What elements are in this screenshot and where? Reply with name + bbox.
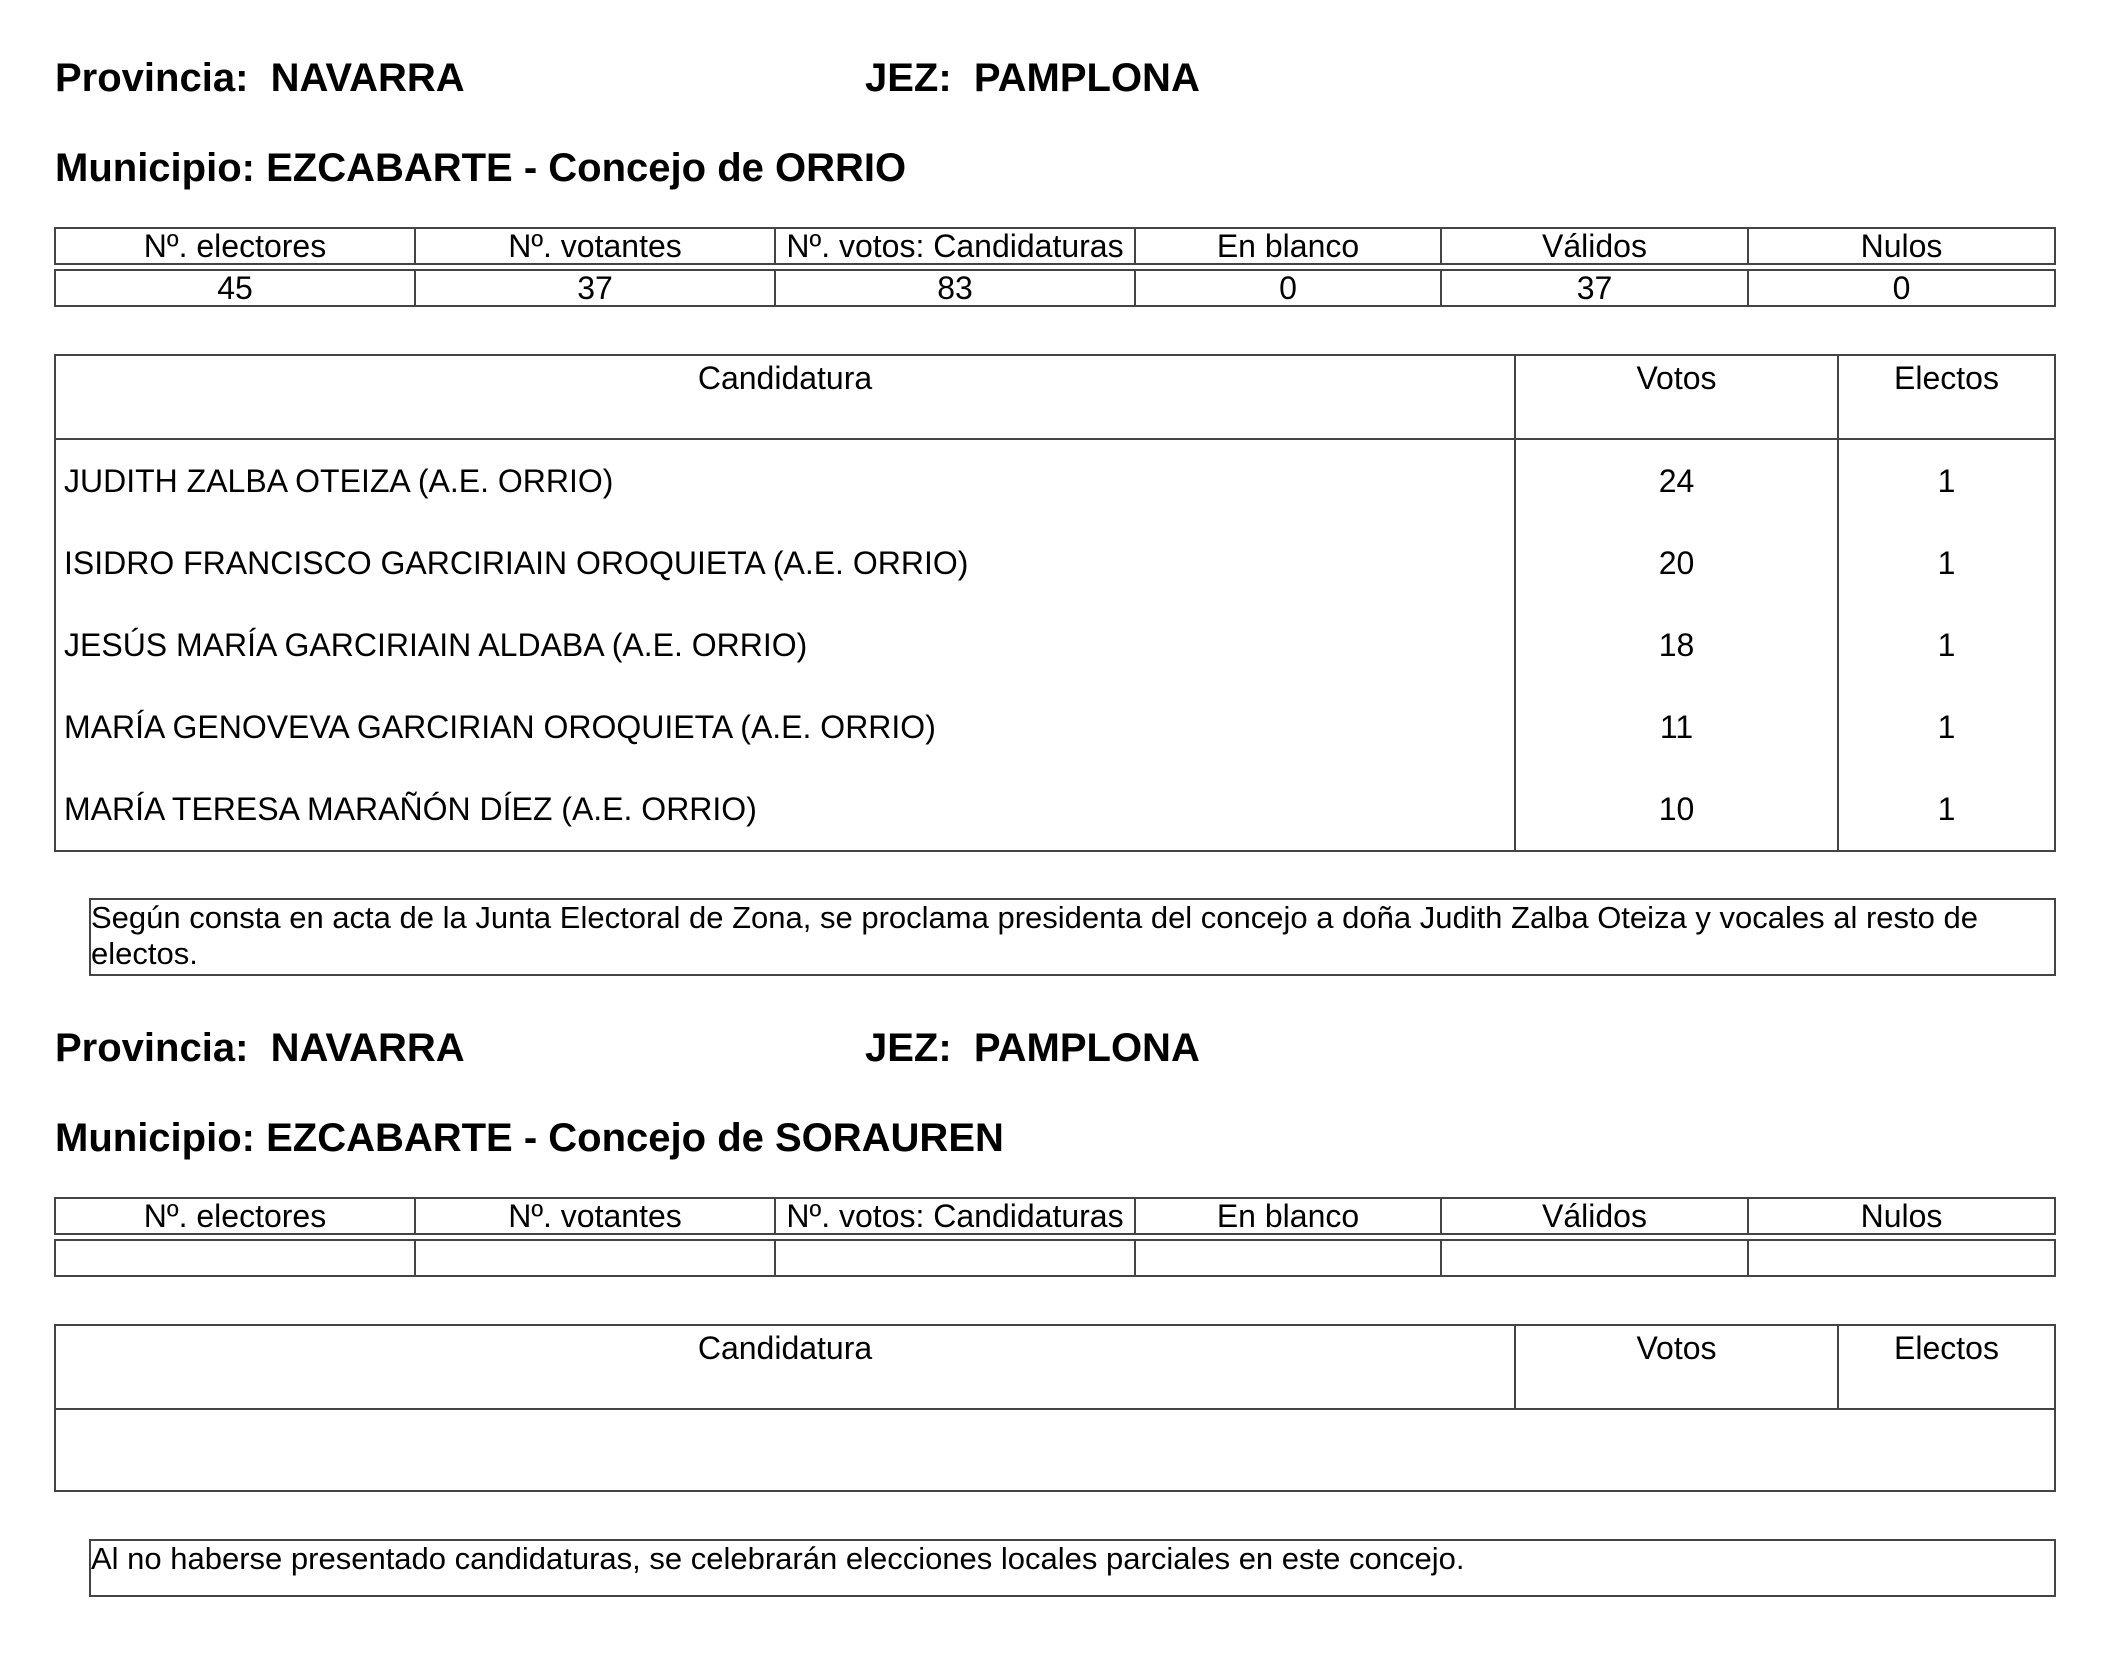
candidate-row (55, 522, 2055, 604)
candidate-name: MARÍA GENOVEVA GARCIRIAN OROQUIETA (A.E. ORRIO) (55, 686, 1515, 768)
summary-value-electores: 45 (55, 270, 415, 306)
summary-header-en-blanco: En blanco (1135, 228, 1441, 264)
summary-value-validos: 37 (1441, 270, 1748, 306)
summary-header-votantes: Nº. votantes (415, 1198, 775, 1234)
summary-value-votantes: 37 (415, 270, 775, 306)
candidate-electos: 1 (1838, 686, 2055, 768)
summary-header-nulos: Nulos (1748, 1198, 2055, 1234)
summary-header-validos: Válidos (1441, 1198, 1748, 1234)
candidatura-header: Candidatura (55, 1325, 1515, 1409)
municipio-label: Municipio: EZCABARTE - Concejo de SORAUREN (55, 1116, 1004, 1160)
candidate-votos: 11 (1515, 686, 1838, 768)
summary-header-en-blanco: En blanco (1135, 1198, 1441, 1234)
summary-value-nulos (1748, 1240, 2055, 1276)
municipio-label: Municipio: EZCABARTE - Concejo de ORRIO (55, 146, 907, 190)
candidates-table (54, 354, 2056, 852)
votos-header: Votos (1515, 1325, 1838, 1409)
empty-candidates-row (55, 1409, 2055, 1491)
candidate-electos: 1 (1838, 522, 2055, 604)
provincia-label: Provincia: NAVARRA (55, 1026, 465, 1070)
summary-value-nulos: 0 (1748, 270, 2055, 306)
candidate-name: JESÚS MARÍA GARCIRIAIN ALDABA (A.E. ORRIO) (55, 604, 1515, 686)
candidate-electos: 1 (1838, 768, 2055, 851)
candidate-votos: 18 (1515, 604, 1838, 686)
summary-header-validos: Válidos (1441, 228, 1748, 264)
summary-values-table (54, 1239, 2056, 1277)
summary-header-row (55, 228, 2055, 264)
candidate-row (55, 686, 2055, 768)
provincia-label: Provincia: NAVARRA (55, 56, 465, 100)
jez-label: JEZ: PAMPLONA (865, 56, 1200, 100)
jez-label: JEZ: PAMPLONA (865, 1026, 1200, 1070)
summary-table (54, 1197, 2056, 1235)
summary-header-nulos: Nulos (1748, 228, 2055, 264)
summary-value-en-blanco: 0 (1135, 270, 1441, 306)
summary-value-electores (55, 1240, 415, 1276)
summary-header-row (55, 1198, 2055, 1234)
summary-table (54, 227, 2056, 265)
summary-value-votos-candidaturas (775, 1240, 1135, 1276)
candidate-name: MARÍA TERESA MARAÑÓN DÍEZ (A.E. ORRIO) (55, 768, 1515, 851)
candidate-votos: 24 (1515, 439, 1838, 522)
summary-header-votantes: Nº. votantes (415, 228, 775, 264)
summary-values-table (54, 269, 2056, 307)
candidate-electos: 1 (1838, 604, 2055, 686)
summary-header-electores: Nº. electores (55, 1198, 415, 1234)
summary-value-votos-candidaturas: 83 (775, 270, 1135, 306)
candidate-name: JUDITH ZALBA OTEIZA (A.E. ORRIO) (55, 439, 1515, 522)
summary-value-row (55, 270, 2055, 306)
summary-header-votos-candidaturas: Nº. votos: Candidaturas (775, 228, 1135, 264)
summary-header-electores: Nº. electores (55, 228, 415, 264)
elections-note: Al no haberse presentado candidaturas, se celebrarán elecciones locales parciales en este concejo. (89, 1539, 2056, 1597)
empty-candidates-cell (55, 1409, 2055, 1491)
summary-value-votantes (415, 1240, 775, 1276)
candidates-table (54, 1324, 2056, 1492)
electos-header: Electos (1838, 355, 2055, 439)
candidates-header-row (55, 355, 2055, 439)
electos-header: Electos (1838, 1325, 2055, 1409)
summary-value-validos (1441, 1240, 1748, 1276)
candidate-row (55, 439, 2055, 522)
summary-value-en-blanco (1135, 1240, 1441, 1276)
candidate-votos: 10 (1515, 768, 1838, 851)
candidate-electos: 1 (1838, 439, 2055, 522)
candidate-name: ISIDRO FRANCISCO GARCIRIAIN OROQUIETA (A.E. ORRIO) (55, 522, 1515, 604)
votos-header: Votos (1515, 355, 1838, 439)
candidates-header-row (55, 1325, 2055, 1409)
summary-header-votos-candidaturas: Nº. votos: Candidaturas (775, 1198, 1135, 1234)
summary-value-row (55, 1240, 2055, 1276)
candidatura-header: Candidatura (55, 355, 1515, 439)
proclamation-note: Según consta en acta de la Junta Electoral de Zona, se proclama presidenta del concejo a doña Judith Zalba Oteiza y vocales al resto de electos. (89, 898, 2056, 976)
candidate-votos: 20 (1515, 522, 1838, 604)
candidate-row (55, 604, 2055, 686)
candidate-row (55, 768, 2055, 851)
